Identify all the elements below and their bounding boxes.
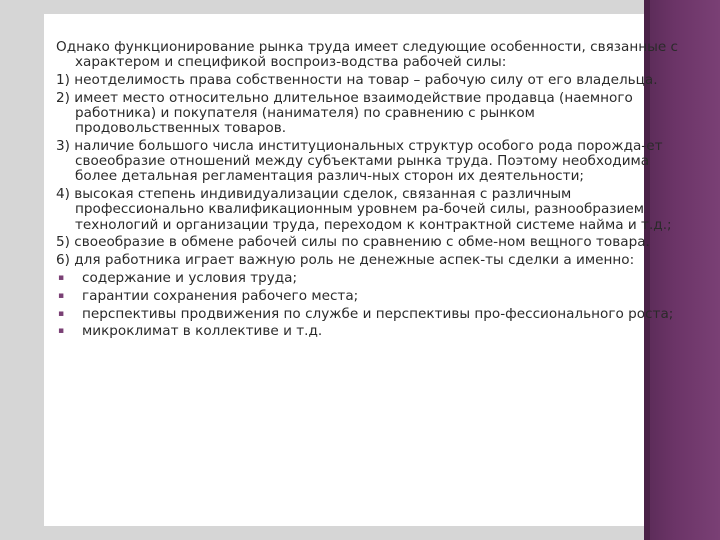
list-item — [56, 73, 680, 88]
list-item-number: 2) — [56, 89, 70, 106]
bullet-text: содержание и условия труда; — [82, 270, 298, 286]
list-item-text: неотделимость права собственности на товар – рабочую силу от его владельца. — [74, 72, 658, 88]
bullet-item — [56, 324, 680, 339]
list-item — [56, 187, 680, 233]
list-item-text: наличие большого числа институциональных структур особого рода порожда-ет своеобразие отношений между субъектами рынка труда. Поэтому необходима более детальная регламентация различ-ных сторон их деятельности; — [74, 138, 663, 185]
list-item-number: 4) — [56, 186, 70, 203]
bullet-item — [56, 307, 680, 322]
bullet-icon: ▪ — [58, 273, 65, 283]
bullet-item — [56, 289, 680, 304]
bullet-text: микроклимат в коллективе и т.д. — [82, 323, 323, 340]
slide-body-text — [56, 40, 680, 342]
list-item — [56, 91, 680, 137]
list-item — [56, 235, 680, 250]
bullet-icon: ▪ — [58, 308, 65, 319]
intro-paragraph — [56, 40, 680, 70]
list-item-number: 3) — [56, 138, 70, 154]
list-item-text: имеет место относительно длительное взаимодействие продавца (наемного работника) и покупателя (нанимателя) по сравнению с рынком продовольственных товаров. — [74, 89, 633, 137]
list-item-number: 6) — [56, 252, 70, 269]
bullet-icon: ▪ — [58, 326, 65, 337]
bullet-item — [56, 271, 680, 286]
list-item-text: для работника играет важную роль не денежные аспек-ты сделки а именно: — [74, 252, 635, 269]
bullet-icon: ▪ — [58, 290, 65, 301]
list-item — [56, 253, 680, 268]
list-item-text: высокая степень индивидуализации сделок, связанная с различным профессионально квалификационным уровнем ра-бочей силы, разнообразием технологий и организации труда, переходом к контрактной системе найма и т.д.; — [74, 186, 672, 233]
bullet-text: перспективы продвижения по службе и перспективы про-фессионального роста; — [82, 305, 674, 322]
list-item-text: своеобразие в обмене рабочей силы по сравнению с обме-ном вещного товара. — [74, 234, 650, 251]
list-item-number: 5) — [56, 234, 70, 251]
list-item-number: 1) — [56, 72, 70, 88]
intro-text: Однако функционирование рынка труда имеет следующие особенности, связанные с характером и спецификой воспроиз-водства рабочей силы: — [56, 39, 679, 71]
list-item — [56, 139, 680, 185]
bullet-text: гарантии сохранения рабочего места; — [82, 287, 359, 304]
